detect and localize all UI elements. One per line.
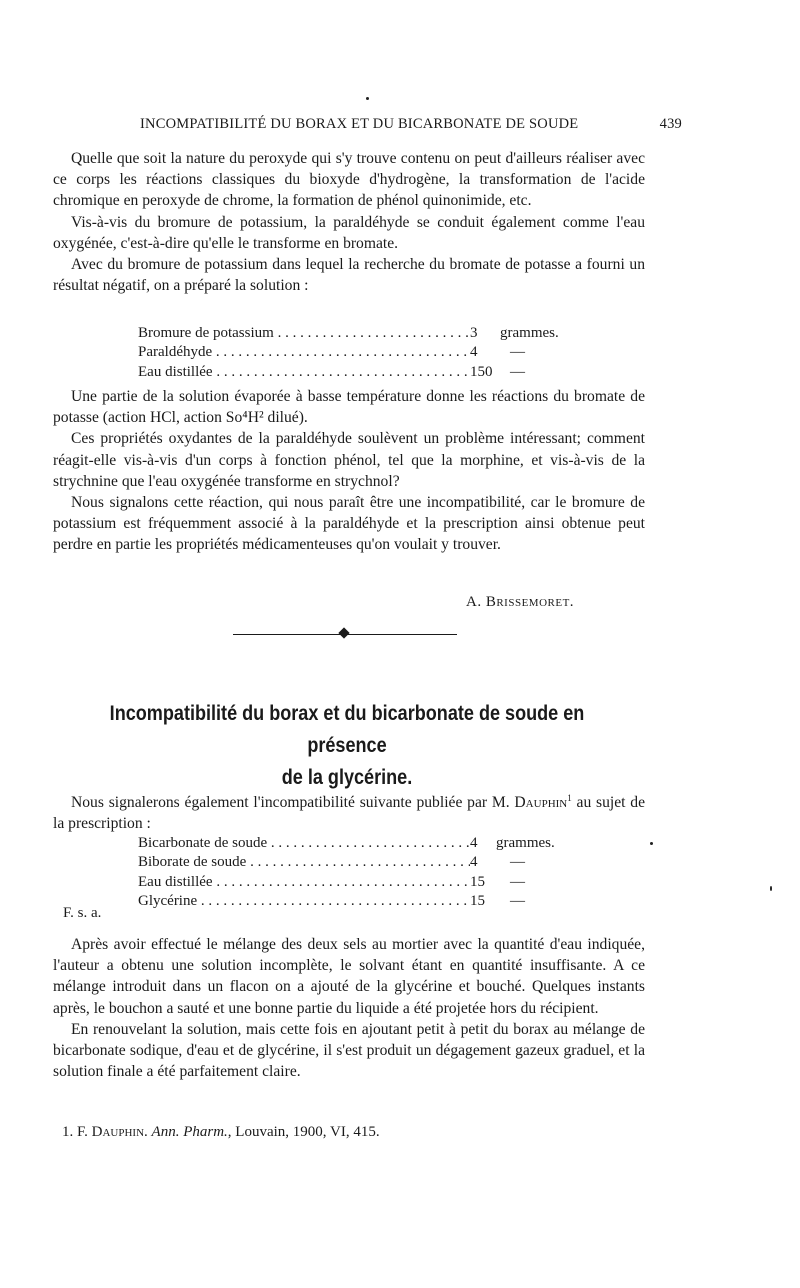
recipe-row bbox=[138, 853, 555, 872]
print-speck bbox=[770, 886, 772, 891]
article2-paragraph-1: Après avoir effectué le mélange des deux sels au mortier avec la quantité d'eau indiquée, l'auteur a obtenu une solution incomplète, le solvant étant en quantité insuffisante. A ce mélange introduit dans un flacon on a ajouté de la glycérine et bouché. Quelques instants après, le bouchon a sauté et une bonne partie du liquide a été projetée hors du récipient. bbox=[53, 936, 645, 1017]
recipe-ingredient: Bicarbonate de soude . . . bbox=[138, 834, 470, 853]
recipe-row bbox=[138, 343, 559, 362]
heading-line-2: de la glycérine. bbox=[281, 766, 413, 789]
article2-intro-block bbox=[53, 788, 645, 834]
intro-text-a: Nous signalerons également l'incompatibilité suivante publiée par M. bbox=[71, 794, 510, 811]
fsa-label: F. s. a. bbox=[63, 905, 102, 921]
footnote-details: , Louvain, 1900, VI, 415. bbox=[227, 1124, 380, 1140]
recipe-ingredient: Paraldéhyde . . . bbox=[138, 343, 470, 362]
print-speck bbox=[650, 842, 653, 845]
footnote-journal: Ann. Pharm. bbox=[151, 1124, 228, 1140]
article1-block-bottom bbox=[53, 386, 645, 556]
recipe-ingredient: Bromure de potassium . . . bbox=[138, 324, 470, 343]
recipe-row bbox=[138, 892, 555, 911]
recipe-quantity: 150 bbox=[470, 363, 493, 380]
recipe-ingredient: Biborate de soude . . . bbox=[138, 853, 470, 872]
footnote-author: F. Dauphin. bbox=[77, 1124, 148, 1140]
recipe-unit: — bbox=[510, 873, 525, 890]
signature: A. Brissemoret. bbox=[466, 594, 575, 610]
heading-line-1: Incompatibilité du borax et du bicarbonate de soude en présence bbox=[109, 702, 585, 757]
article1-paragraph-3: Avec du bromure de potassium dans lequel la recherche du bromate de potasse a fourni un résultat négatif, on a préparé la solution : bbox=[53, 256, 645, 295]
header-title: INCOMPATIBILITÉ DU BORAX ET DU BICARBONATE DE SOUDE bbox=[140, 116, 579, 132]
recipe-quantity: 15 bbox=[470, 893, 485, 910]
page-number: 439 bbox=[659, 116, 682, 132]
recipe-unit: grammes. bbox=[500, 325, 559, 341]
footnote bbox=[62, 1124, 380, 1141]
recipe-unit: — bbox=[510, 893, 525, 910]
recipe-ingredient: Glycérine . . . bbox=[138, 892, 470, 911]
recipe-2 bbox=[138, 834, 555, 912]
article1-block-top bbox=[53, 148, 645, 296]
recipe-unit: grammes. bbox=[496, 835, 555, 851]
recipe-row bbox=[138, 324, 559, 343]
recipe-quantity: 4 bbox=[470, 835, 478, 851]
article1-paragraph-6: Nous signalons cette réaction, qui nous paraît être une incompatibilité, car le bromure de potassium est fréquemment associé à la paraldéhyde et la prescription ainsi obtenue peut perdre en partie les propriétés médicamenteuses qu'on voulait y trouver. bbox=[53, 494, 645, 554]
recipe-row bbox=[138, 834, 555, 853]
article2-intro bbox=[53, 788, 645, 834]
intro-author: Dauphin bbox=[514, 794, 568, 811]
recipe-quantity: 4 bbox=[470, 344, 478, 361]
recipe-quantity: 4 bbox=[470, 854, 478, 871]
print-speck bbox=[366, 97, 369, 100]
recipe-quantity: 3 bbox=[470, 325, 478, 341]
recipe-ingredient: Eau distillée . . . bbox=[138, 873, 470, 892]
article1-paragraph-2: Vis-à-vis du bromure de potassium, la paraldéhyde se conduit également comme l'eau oxygénée, c'est-à-dire qu'elle le transforme en bromate. bbox=[53, 213, 645, 252]
intro-text-b: au sujet de la prescription : bbox=[53, 794, 646, 833]
recipe-unit: — bbox=[510, 363, 525, 380]
article2-body bbox=[53, 934, 645, 1082]
article2-paragraph-2: En renouvelant la solution, mais cette fois en ajoutant petit à petit du borax au mélange de bicarbonate sodique, d'eau et de glycérine, il s'est produit un dégagement gazeux graduel, et la solution finale a été parfaitement claire. bbox=[53, 1020, 645, 1081]
recipe-1 bbox=[138, 324, 559, 382]
recipe-row bbox=[138, 363, 559, 382]
footnote-number: 1. bbox=[62, 1124, 74, 1140]
recipe-ingredient: Eau distillée . . . bbox=[138, 363, 470, 382]
recipe-unit: — bbox=[510, 854, 525, 871]
divider-ornament-icon bbox=[338, 627, 349, 638]
recipe-quantity: 15 bbox=[470, 873, 485, 890]
article1-paragraph-5: Ces propriétés oxydantes de la paraldéhyde soulèvent un problème intéressant; comment réagit-elle vis-à-vis d'un corps à fonction phénol, tel que la morphine, et vis-à-vis de la strychnine que l'eau oxygénée transforme en strychnol? bbox=[53, 430, 645, 490]
recipe-unit: — bbox=[510, 344, 525, 361]
recipe-row bbox=[138, 873, 555, 892]
article1-paragraph-1: Quelle que soit la nature du peroxyde qui s'y trouve contenu on peut d'ailleurs réaliser avec ce corps les réactions classiques du bioxyde d'hydrogène, la transformation de l'acide chromique en peroxyde de chrome, la formation de phénol quinonimide, etc. bbox=[53, 150, 645, 210]
article1-paragraph-4: Une partie de la solution évaporée à basse température donne les réactions du bromate de potasse (action HCl, action So⁴H² dilué). bbox=[53, 388, 645, 427]
article2-heading bbox=[83, 698, 611, 794]
footnote-marker: 1 bbox=[567, 793, 572, 803]
running-header bbox=[140, 116, 682, 133]
